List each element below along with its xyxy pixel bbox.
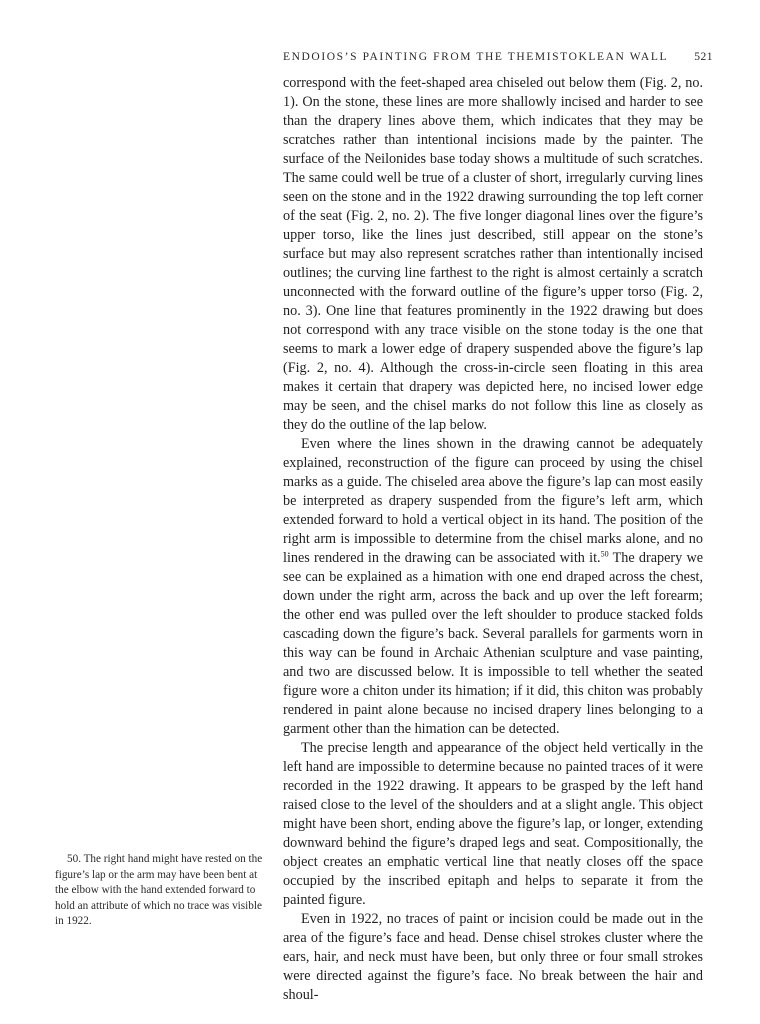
paragraph-2-part-a: Even where the lines shown in the drawing cannot be adequately explained, reconstruction of the figure can proceed by using the chisel marks as a guide. The chiseled area above the figure’s lap can most easily be interpreted as drapery suspended from the figure’s left arm, which extended forward to hold a vertical object in its hand. The position of the right arm is impossible to determine from the chisel marks alone, and no lines rendered in the drawing can be associated with it. bbox=[283, 436, 703, 566]
footnote-text: The right hand might have rested on the figure’s lap or the arm may have been bent at the elbow with the hand extended forward to hold an attribute of which no trace was visible in 1922. bbox=[55, 853, 263, 927]
footnote-50 bbox=[55, 852, 263, 930]
footnote-ref-50[interactable]: 50 bbox=[600, 549, 609, 559]
running-head bbox=[283, 51, 713, 63]
paragraph-4: Even in 1922, no traces of paint or incision could be made out in the area of the figure’s face and head. Dense chisel strokes cluster where the ears, hair, and neck must have been, but only three or four small strokes were directed against the figure’s face. No break between the hair and shoul- bbox=[283, 911, 703, 1003]
footnote-number: 50. bbox=[67, 853, 81, 865]
paragraph-2 bbox=[283, 435, 703, 739]
paragraph-2-part-b: The drapery we see can be explained as a himation with one end draped across the chest, down under the right arm, across the back and up over the left forearm; the other end was pulled over the left shoulder to produce stacked folds cascading down the figure’s back. Several parallels for garments worn in this way can be found in Archaic Athenian sculpture and vase painting, and two are discussed below. It is impossible to tell whether the seated figure wore a chiton under its himation; if it did, this chiton was probably rendered in paint alone because no incised drapery lines belonging to a garment other than the himation can be detected. bbox=[283, 550, 704, 737]
main-text-column bbox=[283, 74, 703, 1005]
paragraph-3: The precise length and appearance of the object held vertically in the left hand are impossible to determine because no painted traces of it were recorded in the 1922 drawing. It appears to be grasped by the left hand raised close to the level of the shoulders and at a slight angle. This object might have been short, ending above the figure’s lap, or longer, extending downward behind the figure’s draped legs and seat. Compositionally, the object creates an emphatic vertical line that neatly closes off the space occupied by the inscribed epitaph and helps to separate it from the painted figure. bbox=[283, 740, 703, 908]
page-number: 521 bbox=[694, 51, 713, 63]
running-title: ENDOIOS’S PAINTING FROM THE THEMISTOKLEAN WALL bbox=[283, 51, 669, 63]
paragraph-1: correspond with the feet-shaped area chiseled out below them (Fig. 2, no. 1). On the stone, these lines are more shallowly incised and harder to see than the drapery lines above them, which indicates that they may be scratches rather than intentional incisions made by the painter. The surface of the Neilonides base today shows a multitude of such scratches. The same could well be true of a cluster of short, irregularly curving lines seen on the stone and in the 1922 drawing surrounding the top left corner of the seat (Fig. 2, no. 2). The five longer diagonal lines over the figure’s upper torso, like the lines just described, still appear on the stone’s surface but may also represent scratches rather than intentionally incised outlines; the curving line farthest to the right is almost certainly a scratch unconnected with the forward outline of the figure’s upper torso (Fig. 2, no. 3). One line that features prominently in the 1922 drawing but does not correspond with any trace visible on the stone today is the one that seems to mark a lower edge of drapery suspended above the figure’s lap (Fig. 2, no. 4). Although the cross-in-circle seen floating in this area makes it certain that drapery was depicted here, no incised lower edge may be seen, and the chisel marks do not follow this line as closely as they do the outline of the lap below. bbox=[283, 75, 703, 433]
